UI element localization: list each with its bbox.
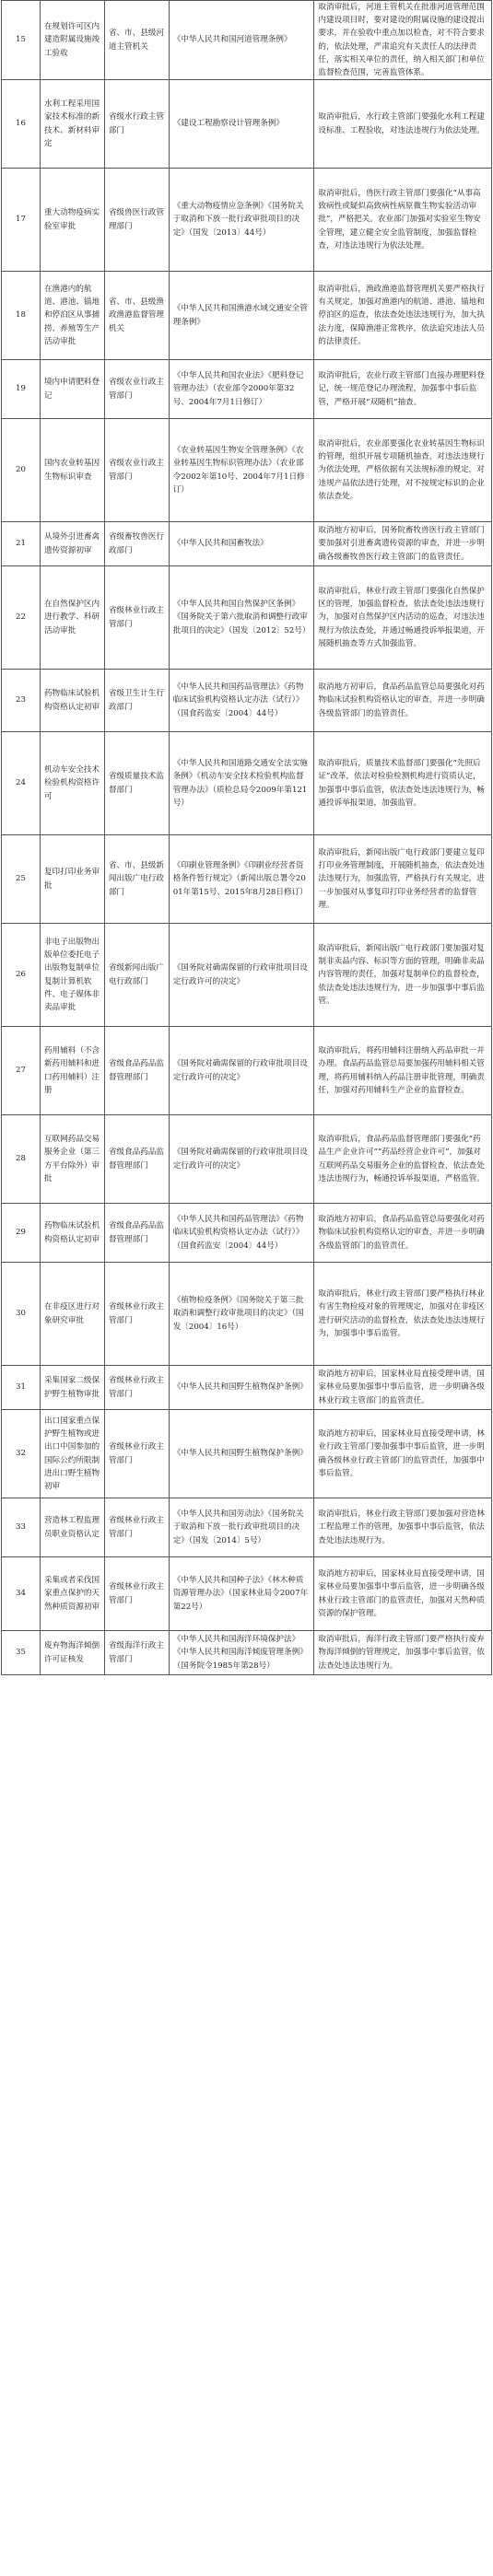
implementing-department: 省、市、县级新闻出版广电行政部门	[105, 835, 170, 923]
item-name: 废弃物海洋倾倒许可证核发	[41, 1631, 105, 1674]
legal-basis: 《中华人民共和国野生植物保护条例》	[170, 1410, 315, 1498]
implementing-department: 省级新闻出版广电行政部门	[105, 924, 170, 1026]
implementing-department: 省级林业行政主管部门	[105, 566, 170, 669]
item-name: 复印打印业务审批	[41, 835, 105, 923]
implementing-department: 省级林业行政主管部门	[105, 1498, 170, 1556]
row-number: 34	[2, 1557, 41, 1630]
legal-basis: 《国务院对确需保留的行政审批项目设定行政许可的决定》	[170, 1115, 315, 1203]
legal-basis: 《植物检疫条例》《国务院关于第三批取消和调整行政审批项目的决定》（国发〔2004〕16号）	[170, 1263, 315, 1365]
legal-basis: 《农业转基因生物安全管理条例》《农业转基因生物标识管理办法》（农业部令2002年第10号、2004年7月1日修订）	[170, 419, 315, 521]
table-row	[1, 1557, 492, 1631]
table-row	[1, 360, 492, 419]
row-number: 22	[2, 566, 41, 669]
table-row	[1, 732, 492, 835]
implementing-department: 省级质量技术监督部门	[105, 732, 170, 834]
legal-basis: 《中华人民共和国海洋环境保护法》《中华人民共和国海洋倾废管理条例》（国务院令1985年第28号）	[170, 1631, 315, 1674]
row-number: 15	[2, 1, 41, 79]
item-name: 药物临床试验机构资格认定初审	[41, 670, 105, 731]
row-number: 30	[2, 1263, 41, 1365]
item-name: 从境外引进畜禽遗传资源初审	[41, 522, 105, 565]
row-number: 24	[2, 732, 41, 834]
item-name: 采集或者采伐国家重点保护的天然种质资源初审	[41, 1557, 105, 1630]
legal-basis: 《中华人民共和国河道管理条例》	[170, 1, 315, 79]
implementing-department: 省级兽医行政管理部门	[105, 169, 170, 271]
legal-basis: 《中华人民共和国渔港水域交通安全管理条例》	[170, 272, 315, 359]
item-name: 重大动物疫病实验室审批	[41, 169, 105, 271]
table-row	[1, 80, 492, 169]
table-row	[1, 670, 492, 732]
table-row	[1, 1, 492, 80]
item-name: 机动车安全技术检验机构资格许可	[41, 732, 105, 834]
supervision-measures: 取消审批后，河道主管机关在批准河道管理范围内建设项目时，要对建设的附属设施的建设提出要求，并在验收中重点加以检查，对不符合要求的，依法处理，严肃追究有关责任人的法律责任，落实相关单位的责任，纳入相关部门和单位监督检查范围，完善监管体系。	[314, 1, 492, 79]
legal-basis: 《中华人民共和国药品管理法》《药物临床试验机构资格认定办法（试行）》（国食药监安〔2004〕44号）	[170, 670, 315, 731]
item-name: 水利工程采用国家技术标准的新技术、新材料审定	[41, 80, 105, 168]
row-number: 31	[2, 1366, 41, 1409]
row-number: 27	[2, 1027, 41, 1114]
table-row	[1, 924, 492, 1027]
implementing-department: 省级食品药品监督管理部门	[105, 1027, 170, 1114]
item-name: 采集国家二级保护野生植物审批	[41, 1366, 105, 1409]
supervision-measures: 取消审批后，农业部要强化农业转基因生物标识的管理，组织开展专项随机抽查，对违法违规行为依法处理，严格依据有关法规标准的规定，对违规产品依法进行处理，对不按规定标识的企业依法查处。	[314, 419, 492, 521]
item-name: 药物临床试验机构资格认定初审	[41, 1204, 105, 1262]
table-row	[1, 1263, 492, 1366]
supervision-measures: 取消审批后，兽医行政主管部门要强化“从事高致病性或疑似高致病性病原微生物实验活动审批”，严格把关。农业部门加强对实验室生物安全管理，建立健全安全监管制度，加强监督检查，对违法违规行为依法处理。	[314, 169, 492, 271]
table-row	[1, 1115, 492, 1204]
item-name: 在非疫区进行对象研究审批	[41, 1263, 105, 1365]
supervision-measures: 取消审批后，林业行政主管部门要加强对营造林工程监理工作的管理，加强事中事后监管，依法查处违法违规行为。	[314, 1498, 492, 1556]
supervision-measures: 取消审批后，海洋行政主管部门要严格执行废弃物海洋倾倒的管理规定，加强事中事后监管，依法查处违法违规行为。	[314, 1631, 492, 1674]
legal-basis: 《国务院对确需保留的行政审批项目设定行政许可的决定》	[170, 1027, 315, 1114]
implementing-department: 省级农业行政主管部门	[105, 360, 170, 418]
table-row	[1, 1027, 492, 1115]
supervision-measures: 取消地方初审后，食品药品监管总局要强化对药物临床试验机构资格认定的审查，并进一步明确各级监管部门的监管责任。	[314, 1204, 492, 1262]
legal-basis: 《中华人民共和国劳动法》《国务院关于取消和下放一批行政审批项目的决定》（国发〔2014〕5号）	[170, 1498, 315, 1556]
supervision-measures: 取消审批后，林业行政主管部门要强化自然保护区的管理，加强监督检查，依法查处违法违规行为，加强对自然保护区内活动的巡查，对违法违规行为依法查处，并通过畅通投诉举报渠道，开展随机抽查等方式加强监管。	[314, 566, 492, 669]
legal-basis: 《国务院对确需保留的行政审批项目设定行政许可的决定》	[170, 924, 315, 1026]
table-row	[1, 1204, 492, 1263]
supervision-measures: 取消地方初审后，国务院畜牧兽医行政主管部门要加强对引进畜禽遗传资源的审查，并进一步明确各级畜牧兽医行政主管部门的监管责任。	[314, 522, 492, 565]
row-number: 16	[2, 80, 41, 168]
implementing-department: 省级卫生计生行政部门	[105, 670, 170, 731]
item-name: 互联网药品交易服务企业（第三方平台除外）审批	[41, 1115, 105, 1203]
item-name: 药用辅料（不含新药用辅料和进口药用辅料）注册	[41, 1027, 105, 1114]
supervision-measures: 取消地方初审后，国家林业局直接受理申请，国家林业局要加强事中事后监管，进一步明确各级林业行政主管部门的监管责任，加强对天然种质资源的保护管理。	[314, 1557, 492, 1630]
row-number: 17	[2, 169, 41, 271]
table-row	[1, 419, 492, 522]
implementing-department: 省级畜牧兽医行政部门	[105, 522, 170, 565]
item-name: 出口国家重点保护野生植物或进出口中国参加的国际公约所限制进出口野生植物初审	[41, 1410, 105, 1498]
item-name: 在自然保护区内进行教学、科研活动审批	[41, 566, 105, 669]
table-row	[1, 522, 492, 566]
row-number: 18	[2, 272, 41, 359]
implementing-department: 省级林业行政主管部门	[105, 1557, 170, 1630]
supervision-measures: 取消审批后，农业行政主管部门直接办理肥料登记，统一规范登记办理流程，加强事中事后监管，严格开展“双随机”抽查。	[314, 360, 492, 418]
supervision-measures: 取消审批后，水行政主管部门要强化水利工程建设标准、工程验收，对违法违规行为依法处理。	[314, 80, 492, 168]
implementing-department: 省级食品药品监督管理部门	[105, 1204, 170, 1262]
item-name: 非电子出版物出版单位委托电子出版物复制单位复制计算机软件、电子媒体非卖品审批	[41, 924, 105, 1026]
supervision-measures: 取消地方初审后，国家林业局直接受理申请，国家林业局要加强事中事后监管，进一步明确各级林业行政主管部门的监管责任。	[314, 1366, 492, 1409]
implementing-department: 省级林业行政主管部门	[105, 1366, 170, 1409]
table-row	[1, 169, 492, 272]
legal-basis: 《建设工程勘察设计管理条例》	[170, 80, 315, 168]
row-number: 19	[2, 360, 41, 418]
supervision-measures: 取消审批后，将药用辅料注册纳入药品审批一并办理。食品药品监管总局要加强药用辅料相关管理，将药用辅料纳入药品注册审批管理，明确责任，加强对药用辅料生产企业的监督检查。	[314, 1027, 492, 1114]
supervision-measures: 取消审批后，质量技术监督部门要强化“先照后证”改革，依法对检验检测机构进行资质认定，加强事中事后监管，依法查处违法违规行为，畅通投诉举报渠道，加强监管。	[314, 732, 492, 834]
table-row	[1, 1498, 492, 1557]
legal-basis: 《印刷业管理条例》《印刷业经营者资格条件暂行规定》（新闻出版总署令2001年第15号、2015年8月28日修订）	[170, 835, 315, 923]
supervision-measures: 取消审批后，新闻出版广电行政部门要加强对复制非卖品内容、标识等方面的管理，明确非卖品内容管理的责任，加强对复制单位的监督检查，依法查处违法违规行为，进一步加强事中事后监管。	[314, 924, 492, 1026]
implementing-department: 省级林业行政主管部门	[105, 1410, 170, 1498]
supervision-measures: 取消审批后，渔政渔港监督管理机关要严格执行有关规定，加强对渔港内的航道、港池、锚地和停泊区的巡查，依法查处违法违规行为，加大执法力度，保障渔港正常秩序，依法追究违法人员的法律责任。	[314, 272, 492, 359]
implementing-department: 省级水行政主管部门	[105, 80, 170, 168]
row-number: 32	[2, 1410, 41, 1498]
item-name: 境内申请肥料登记	[41, 360, 105, 418]
row-number: 28	[2, 1115, 41, 1203]
row-number: 26	[2, 924, 41, 1026]
table-row	[1, 1631, 492, 1675]
item-name: 在规划许可区内建造附属设施竣工验收	[41, 1, 105, 79]
legal-basis: 《中华人民共和国野生植物保护条例》	[170, 1366, 315, 1409]
table-row	[1, 566, 492, 670]
legal-basis: 《中华人民共和国道路交通安全法实施条例》《机动车安全技术检验机构监督管理办法》（质检总局令2009年第121号）	[170, 732, 315, 834]
supervision-measures: 取消审批后，林业行政主管部门要严格执行林业有害生物检疫对象的管理规定，加强对在非疫区进行研究活动的监督检查，依法查处违法违规行为，加强事中事后监管。	[314, 1263, 492, 1365]
row-number: 23	[2, 670, 41, 731]
supervision-measures: 取消地方初审后，国家林业局直接受理申请，林业行政主管部门要加强事中事后监管，进一步明确各级林业行政主管部门的监管责任，加强事中事后监管。	[314, 1410, 492, 1498]
implementing-department: 省级海洋行政主管部门	[105, 1631, 170, 1674]
implementing-department: 省级食品药品监督管理部门	[105, 1115, 170, 1203]
legal-basis: 《中华人民共和国农业法》《肥料登记管理办法》（农业部令2000年第32号、2004年7月1日修订）	[170, 360, 315, 418]
row-number: 21	[2, 522, 41, 565]
implementing-department: 省级农业行政主管部门	[105, 419, 170, 521]
implementing-department: 省、市、县级河道主管机关	[105, 1, 170, 79]
supervision-measures: 取消审批后，新闻出版广电行政部门要建立复印打印业务管理制度，开展随机抽查，依法查处违法违规行为，加强监管，严格执行有关规定，进一步加强对从事复印打印业务经营者的监督管理。	[314, 835, 492, 923]
row-number: 29	[2, 1204, 41, 1262]
row-number: 20	[2, 419, 41, 521]
legal-basis: 《重大动物疫情应急条例》《国务院关于取消和下放一批行政审批项目的决定》（国发〔2013〕44号）	[170, 169, 315, 271]
implementing-department: 省级林业行政主管部门	[105, 1263, 170, 1365]
legal-basis: 《中华人民共和国药品管理法》《药物临床试验机构资格认定办法（试行）》（国食药监安〔2004〕44号）	[170, 1204, 315, 1262]
row-number: 33	[2, 1498, 41, 1556]
table-row	[1, 272, 492, 360]
row-number: 35	[2, 1631, 41, 1674]
item-name: 在渔港内的航道、港池、锚地和停泊区从事捕捞、养殖等生产活动审批	[41, 272, 105, 359]
legal-basis: 《中华人民共和国自然保护区条例》《国务院关于第六批取消和调整行政审批项目的决定》（国发〔2012〕52号）	[170, 566, 315, 669]
measures-table	[1, 0, 492, 1675]
implementing-department: 省、市、县级渔政渔港监督管理机关	[105, 272, 170, 359]
table-row	[1, 835, 492, 924]
supervision-measures: 取消地方初审后，食品药品监管总局要强化对药物临床试验机构资格认定的审查，并进一步明确各级监管部门的监管责任。	[314, 670, 492, 731]
item-name: 国内农业转基因生物标识审查	[41, 419, 105, 521]
item-name: 营造林工程监理员职业资格认定	[41, 1498, 105, 1556]
supervision-measures: 取消审批后，食品药品监督管理部门要强化“药品生产企业许可”“药品经营企业许可”，加强对互联网药品交易服务企业的监督检查，依法查处违法违规行为，畅通投诉举报渠道，严格监管。	[314, 1115, 492, 1203]
legal-basis: 《中华人民共和国种子法》《林木种质资源管理办法》（国家林业局令2007年第22号）	[170, 1557, 315, 1630]
row-number: 25	[2, 835, 41, 923]
table-row	[1, 1366, 492, 1410]
table-row	[1, 1410, 492, 1498]
legal-basis: 《中华人民共和国畜牧法》	[170, 522, 315, 565]
